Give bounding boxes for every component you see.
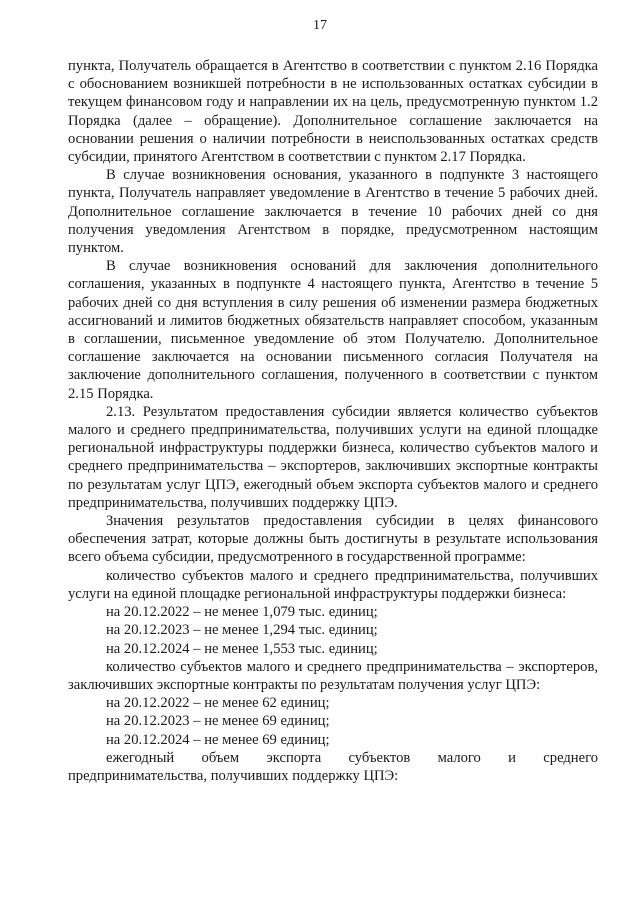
target-exporters-2024: на 20.12.2024 – не менее 69 единиц; [106, 731, 330, 748]
document-body [68, 57, 598, 785]
paragraph-2-13-result: 2.13. Результатом предоставления субсидии является количество субъектов малого и среднего предпринимательства, получивших услуги на единой площадке региональной инфраструктуры поддержки бизнеса, количество субъектов малого и среднего предпринимательства – экспортеров, заключивших экспортные контракты по результатам услуг ЦПЭ, ежегодный объем экспорта субъектов малого и среднего предпринимательства, получивших поддержку ЦПЭ. [68, 403, 598, 511]
target-support-2024: на 20.12.2024 – не менее 1,553 тыс. единиц; [106, 640, 378, 657]
target-support-2022: на 20.12.2022 – не менее 1,079 тыс. единиц; [106, 604, 378, 621]
paragraph-export-volume: ежегодный объем экспорта субъектов малого и среднего предпринимательства, получивших поддержку ЦПЭ: [68, 749, 598, 784]
paragraph-result-values: Значения результатов предоставления субсидии в целях финансового обеспечения затрат, которые должны быть достигнуты в результате использования всего объема субсидии, предусмотренного в государственной программе: [68, 513, 598, 566]
target-support-2023: на 20.12.2023 – не менее 1,294 тыс. единиц; [106, 622, 378, 639]
paragraph-support-count: количество субъектов малого и среднего предпринимательства, получивших услуги на единой площадке региональной инфраструктуры поддержки бизнеса: [68, 567, 598, 602]
paragraph-budget-change: В случае возникновения оснований для заключения дополнительного соглашения, указанных в подпункте 4 настоящего пункта, Агентство в течение 5 рабочих дней со дня вступления в силу решения об изменении размера бюджетных ассигнований и лимитов бюджетных обязательств направляет способом, указанным в соглашении, письменное уведомление об этом Получателю. Дополнительное соглашение заключается на основании письменного согласия Получателя на заключение дополнительного соглашения, полученного в соответствии с пунктом 2.15 Порядка. [68, 258, 598, 402]
target-exporters-2022: на 20.12.2022 – не менее 62 единиц; [106, 695, 330, 712]
page-number: 17 [313, 18, 327, 33]
paragraph-continuation: пункта, Получатель обращается в Агентство в соответствии с пунктом 2.16 Порядка с обоснованием возникшей потребности в не использованных остатках субсидии в текущем финансовом году и направлении их на цель, предусмотренную пунктом 1.2 Порядка (далее – обращение). Дополнительное соглашение заключается на основании решения о наличии потребности в неиспользованных остатках средств субсидии, принятого Агентством в соответствии с пунктом 2.17 Порядка. [68, 58, 598, 166]
target-exporters-2023: на 20.12.2023 – не менее 69 единиц; [106, 713, 330, 730]
paragraph-exporters-count: количество субъектов малого и среднего предпринимательства – экспортеров, заключивших экспортные контракты по результатам получения услуг ЦПЭ: [68, 658, 598, 693]
paragraph-notification: В случае возникновения основания, указанного в подпункте 3 настоящего пункта, Получатель направляет уведомление в Агентство в течение 5 рабочих дней. Дополнительное соглашение заключается в течение 10 рабочих дней со дня получения уведомления Агентством в порядке, предусмотренном настоящим пунктом. [68, 167, 598, 257]
